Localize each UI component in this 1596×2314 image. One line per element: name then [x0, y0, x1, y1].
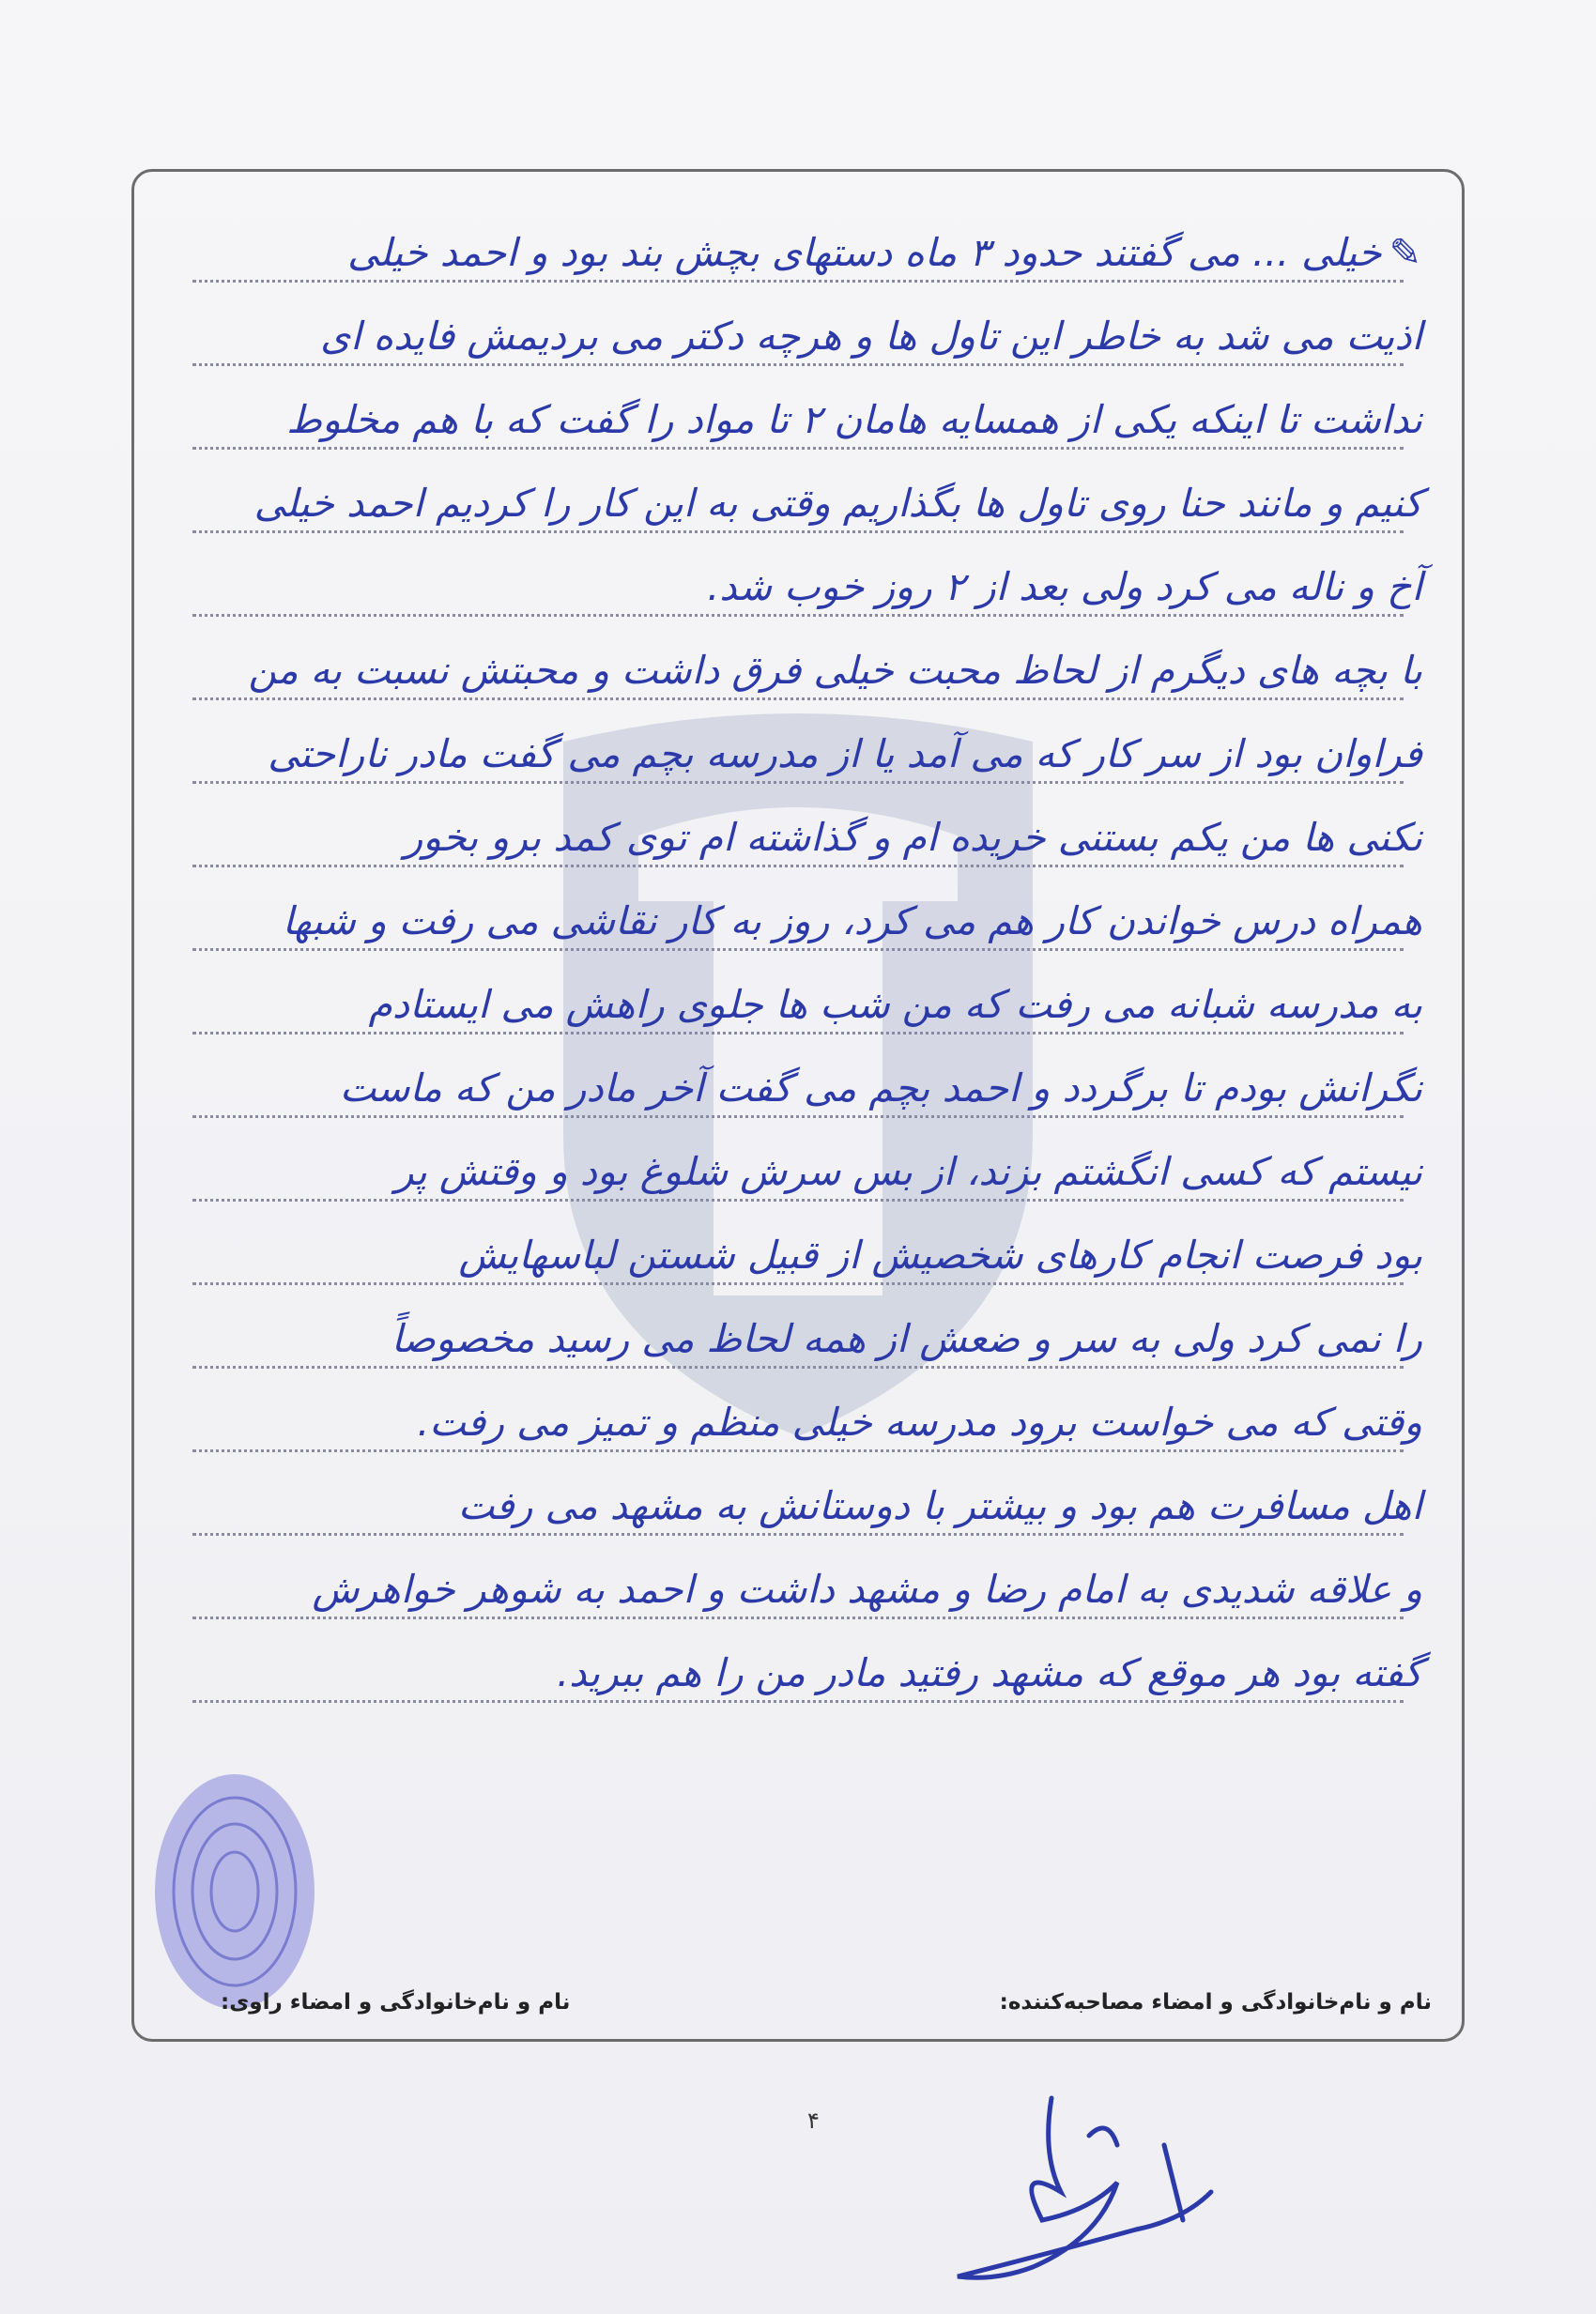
handwritten-signature	[901, 2079, 1258, 2305]
line-13	[164, 1218, 1432, 1302]
line-12	[164, 1135, 1432, 1218]
line-text: فراوان بود از سر کار که می آمد یا از مدرسه بچم می گفت مادر ناراحتی	[268, 731, 1422, 776]
line-8	[164, 801, 1432, 884]
line-18	[164, 1636, 1432, 1720]
line-6	[164, 634, 1432, 717]
line-text: اهل مسافرت هم بود و بیشتر با دوستانش به مشهد می رفت	[457, 1483, 1422, 1528]
line-text: و علاقه شدیدی به امام رضا و مشهد داشت و احمد به شوهر خواهرش	[312, 1567, 1422, 1612]
line-text: به مدرسه شبانه می رفت که من شب ها جلوی راهش می ایستادم	[368, 982, 1422, 1027]
form-footer	[164, 1990, 1432, 2028]
line-5	[164, 550, 1432, 634]
line-text: کنیم و مانند حنا روی تاول ها بگذاریم وقتی به این کار را کردیم احمد خیلی	[253, 481, 1422, 526]
line-text: گفته بود هر موقع که مشهد رفتید مادر من را هم ببرید.	[557, 1650, 1422, 1695]
line-11	[164, 1051, 1432, 1135]
line-text: با بچه های دیگرم از لحاظ محبت خیلی فرق داشت و محبتش نسبت به من	[248, 648, 1422, 693]
line-15	[164, 1386, 1432, 1469]
line-2	[164, 299, 1432, 383]
line-4	[164, 467, 1432, 550]
line-text: خیلی ... می گفتند حدود ۳ ماه دستهای بچش بند بود و احمد خیلی	[347, 230, 1382, 275]
interviewer-signature-label: نام و نام‌خانوادگی و امضاء مصاحبه‌کننده:	[999, 1990, 1432, 2015]
line-text: نگرانش بودم تا برگردد و احمد بچم می گفت آخر مادر من که ماست	[339, 1065, 1422, 1111]
line-10	[164, 968, 1432, 1051]
line-14	[164, 1302, 1432, 1386]
line-text: نداشت تا اینکه یکی از همسایه هامان ۲ تا مواد را گفت که با هم مخلوط	[286, 397, 1422, 442]
line-1	[164, 216, 1432, 299]
line-text: را نمی کرد ولی به سر و ضعش از همه لحاظ می رسید مخصوصاً	[391, 1316, 1422, 1361]
line-16	[164, 1469, 1432, 1553]
line-3	[164, 383, 1432, 467]
line-7	[164, 717, 1432, 801]
page-number: ۴	[807, 2107, 820, 2134]
pen-nib-icon: ✎	[1389, 230, 1422, 275]
line-text: نیستم که کسی انگشتم بزند، از بس سرش شلوغ بود و وقتش پر	[394, 1149, 1422, 1194]
line-text: وقتی که می خواست برود مدرسه خیلی منظم و تمیز می رفت.	[417, 1400, 1422, 1445]
line-17	[164, 1553, 1432, 1636]
handwritten-lines	[164, 216, 1432, 1720]
line-text: آخ و ناله می کرد ولی بعد از ۲ روز خوب شد.	[707, 564, 1422, 609]
line-text: همراه درس خواندن کار هم می کرد، روز به کار نقاشی می رفت و شبها	[282, 898, 1422, 943]
line-text: بود فرصت انجام کارهای شخصیش از قبیل شستن لباسهایش	[458, 1233, 1422, 1278]
line-9	[164, 884, 1432, 968]
narrator-signature-label: نام و نام‌خانوادگی و امضاء راوی:	[221, 1990, 571, 2015]
line-text: نکنی ها من یکم بستنی خریده ام و گذاشته ام توی کمد برو بخور	[404, 815, 1422, 860]
line-text: اذیت می شد به خاطر این تاول ها و هرچه دکتر می بردیمش فایده ای	[320, 314, 1422, 359]
fingerprint-stamp	[141, 1765, 329, 2018]
